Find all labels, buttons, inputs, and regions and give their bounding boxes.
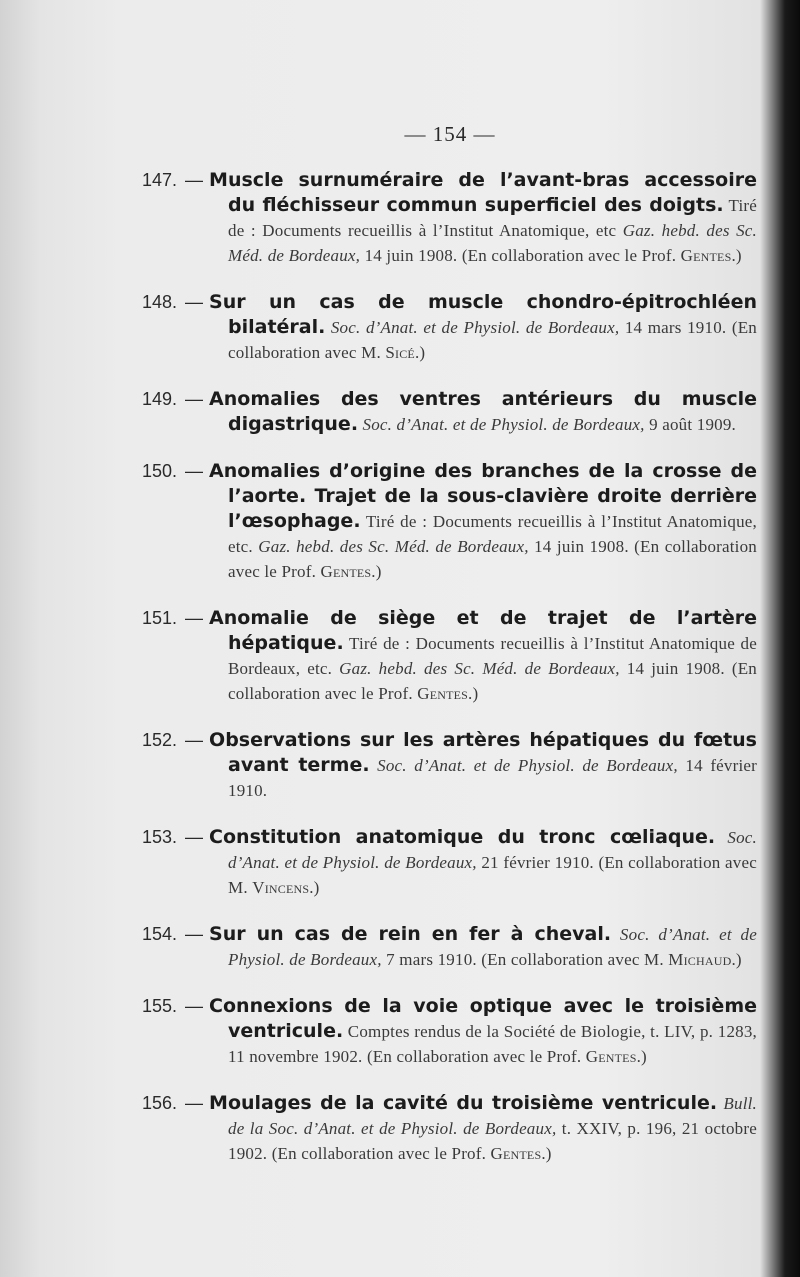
citation-author: Sicé (385, 343, 415, 362)
citation-journal: Gaz. hebd. des Sc. Méd. de Bordeaux, (228, 221, 757, 265)
entry-dash: — (185, 608, 204, 628)
entry-title: Sur un cas de rein en fer à cheval. (209, 923, 612, 945)
entry-dash: — (185, 461, 204, 481)
bibliography-entry (142, 922, 757, 972)
entry-number: 156. (142, 1093, 178, 1113)
entry-number: 155. (142, 996, 178, 1016)
bibliography-list (142, 168, 757, 1188)
bibliography-entry (142, 994, 757, 1069)
citation-text: .) (371, 562, 382, 581)
citation-text: .) (309, 878, 320, 897)
entry-number: 149. (142, 389, 178, 409)
entry-paragraph (142, 606, 757, 706)
citation-text: 14 février 1910. (228, 756, 758, 800)
entry-paragraph (142, 168, 757, 268)
entry-dash: — (185, 996, 204, 1016)
entry-dash: — (185, 1093, 204, 1113)
page-number: — 154 — (404, 122, 496, 146)
entry-number: 147. (142, 170, 178, 190)
citation-author: Gentes (417, 684, 469, 703)
citation-journal: Gaz. hebd. des Sc. Méd. de Bordeaux, (258, 537, 529, 556)
entry-paragraph (142, 1091, 757, 1166)
entry-number: 153. (142, 827, 178, 847)
bibliography-entry (142, 825, 757, 900)
entry-number: 154. (142, 924, 178, 944)
entry-dash: — (185, 170, 204, 190)
citation-text: .) (414, 343, 426, 362)
citation-text: Tiré de : Documents recueillis à l’Institut Anatomique de Bordeaux, etc. (228, 634, 757, 678)
citation-text: 9 août 1909. (644, 415, 736, 434)
entry-number: 151. (142, 608, 178, 628)
bibliography-entry (142, 728, 757, 803)
bibliography-entry (142, 1091, 757, 1166)
citation-author: Gentes (320, 562, 372, 581)
citation-text: 14 juin 1908. (En collaboration avec le Prof. (360, 246, 681, 265)
bibliography-entry (142, 606, 757, 706)
entry-title: Sur un cas de muscle chondro-épitrochléen bilatéral. (209, 291, 757, 338)
citation-text: .) (636, 1047, 647, 1066)
citation-text: 7 mars 1910. (En collaboration avec M. (381, 950, 669, 969)
entry-dash: — (185, 292, 204, 312)
entry-paragraph (142, 922, 757, 972)
citation-text (611, 925, 620, 944)
entry-title: Connexions de la voie optique avec le troisième ventricule. (209, 995, 757, 1042)
entry-dash: — (185, 730, 204, 750)
entry-dash: — (185, 924, 204, 944)
citation-journal: Gaz. hebd. des Sc. Méd. de Bordeaux, (339, 659, 620, 678)
citation-author: Gentes (680, 246, 732, 265)
citation-text (715, 828, 727, 847)
citation-text: .) (468, 684, 479, 703)
entry-title: Anomalies des ventres antérieurs du muscle digastrique. (209, 388, 757, 435)
entry-title: Constitution anatomique du tronc cœliaque. (209, 826, 716, 848)
entry-dash: — (185, 389, 204, 409)
entry-paragraph (142, 994, 757, 1069)
citation-journal: Soc. d’Anat. et de Physiol. de Bordeaux, (330, 318, 620, 337)
entry-paragraph (142, 387, 757, 437)
entry-title: Moulages de la cavité du troisième ventricule. (209, 1092, 718, 1114)
citation-text: 14 mars 1910. (En collaboration avec M. (228, 318, 757, 362)
bibliography-entry (142, 387, 757, 437)
citation-journal: Soc. d’Anat. et de Physiol. de Bordeaux, (377, 756, 678, 775)
citation-text: t. XXIV, p. 196, 21 octobre 1902. (En collaboration avec le Prof. (228, 1119, 757, 1163)
citation-text (370, 756, 378, 775)
entry-title: Anomalies d’origine des branches de la crosse de l’aorte. Trajet de la sous-clavière droite derrière l’œsophage. (209, 460, 757, 532)
entry-paragraph (142, 459, 757, 584)
bibliography-entry (142, 290, 757, 365)
entry-title: Observations sur les artères hépatiques du fœtus avant terme. (209, 729, 757, 776)
citation-journal: Soc. d’Anat. et de Physiol. de Bordeaux, (228, 925, 758, 969)
citation-journal: Bull. de la Soc. d’Anat. et de Physiol. de Bordeaux, (228, 1094, 757, 1138)
entry-paragraph (142, 290, 757, 365)
bibliography-entry (142, 168, 757, 268)
citation-text: .) (541, 1144, 552, 1163)
citation-text: 14 juin 1908. (En collaboration avec le Prof. (228, 537, 757, 581)
citation-text: 14 juin 1908. (En collaboration avec le Prof. (228, 659, 758, 703)
citation-author: Michaud (668, 950, 732, 969)
entry-citation (358, 415, 736, 434)
citation-text: 21 février 1910. (En collaboration avec M. (228, 853, 757, 897)
citation-author: Gentes (585, 1047, 637, 1066)
entry-number: 150. (142, 461, 178, 481)
citation-text: .) (731, 950, 742, 969)
entry-title: Anomalie de siège et de trajet de l’artère hépatique. (209, 607, 757, 654)
citation-text: .) (731, 246, 742, 265)
citation-journal: Soc. d’Anat. et de Physiol. de Bordeaux, (228, 828, 757, 872)
entry-number: 152. (142, 730, 178, 750)
citation-text: Comptes rendus de la Société de Biologie, t. LIV, p. 1283, 11 novembre 1902. (En collaboration avec le Prof. (228, 1022, 757, 1066)
entry-dash: — (185, 827, 204, 847)
citation-text: Tiré de : Documents recueillis à l’Institut Anatomique, etc (228, 196, 757, 240)
citation-journal: Soc. d’Anat. et de Physiol. de Bordeaux, (362, 415, 645, 434)
entry-title: Muscle surnuméraire de l’avant-bras accessoire du fléchisseur commun superficiel des doigts. (209, 169, 757, 216)
citation-text: Tiré de : Documents recueillis à l’Institut Anatomique, etc. (228, 512, 757, 556)
citation-author: Vincens (252, 878, 310, 897)
entry-number: 148. (142, 292, 178, 312)
bibliography-entry (142, 459, 757, 584)
entry-paragraph (142, 825, 757, 900)
citation-author: Gentes (490, 1144, 542, 1163)
entry-paragraph (142, 728, 757, 803)
